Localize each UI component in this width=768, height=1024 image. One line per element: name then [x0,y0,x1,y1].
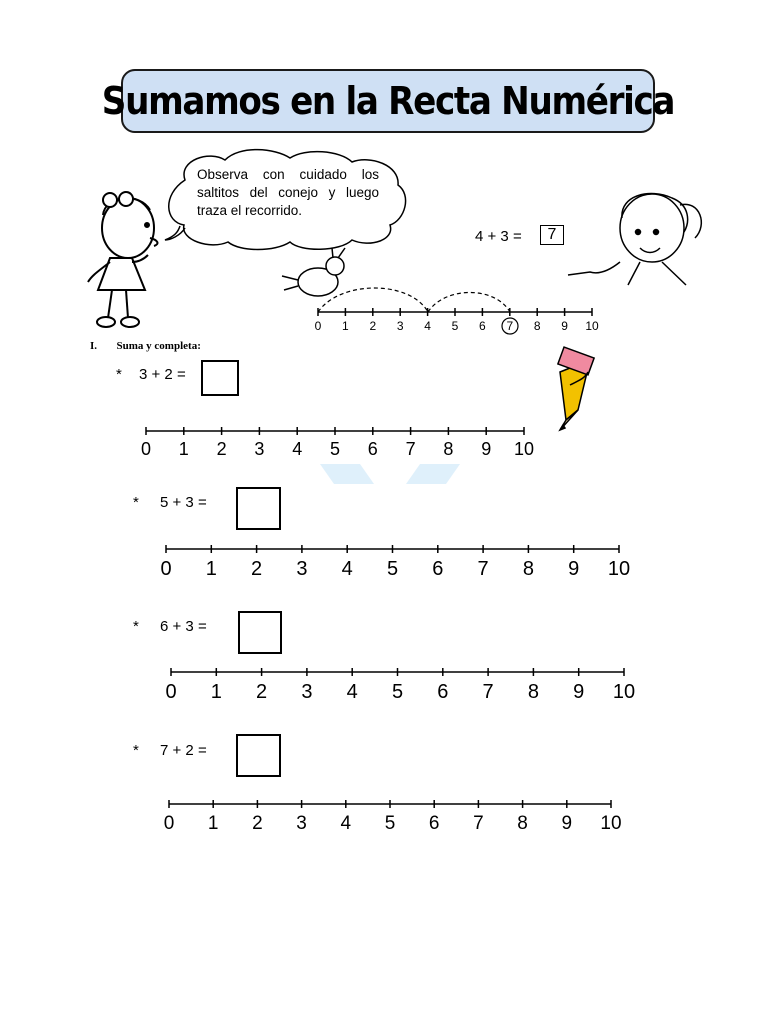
watermark-shape [320,464,460,484]
line-1-label-8: 8 [443,439,454,459]
exercise-2-equation: 5 + 3 = [160,494,207,511]
line-1-label-1: 1 [178,439,189,459]
line-4-label-10: 10 [600,813,622,834]
line-2-label-6: 6 [432,558,444,580]
girl-cartoon-left [88,192,157,327]
page-title: Sumamos en la Recta Numérica [101,79,675,123]
line-4-label-2: 2 [252,813,263,834]
line-1-label-10: 10 [513,439,535,459]
line-1-label-9: 9 [481,439,492,459]
line-4-label-1: 1 [207,813,219,834]
number-line-1 [141,427,534,459]
number-line-2 [160,545,630,580]
example-label-0: 0 [314,319,322,333]
example-number-line [315,288,599,334]
line-4-label-4: 4 [340,813,352,834]
line-1-label-5: 5 [329,439,341,459]
line-2-label-5: 5 [386,558,399,580]
example-label-9: 9 [561,319,568,333]
line-3-label-1: 1 [210,681,222,703]
exercise-4-equation: 7 + 2 = [160,742,207,759]
line-1-label-4: 4 [292,439,303,459]
exercise-1-equation: 3 + 2 = [139,366,186,383]
line-4-label-6: 6 [428,813,440,834]
exercise-1-marker: * [116,366,122,383]
jump-arc-2 [428,293,510,313]
line-3-label-7: 7 [482,681,494,703]
example-tick-labels [315,319,599,333]
line-2-label-7: 7 [477,558,489,580]
line-3-label-9: 9 [573,681,585,703]
exercise-number-lines [141,427,635,834]
example-label-3: 3 [396,319,404,333]
line-2-label-3: 3 [296,558,308,580]
example-answer: 7 [547,226,557,243]
line-3-label-5: 5 [391,681,404,703]
line-4-label-0: 0 [163,813,175,834]
example-label-7: 7 [506,319,514,333]
line-3-label-2: 2 [256,681,268,703]
line-4-label-3: 3 [296,813,307,834]
line-1-label-0: 0 [140,439,152,459]
line-1-label-7: 7 [405,439,416,459]
line-3-label-8: 8 [527,681,539,703]
line-4-label-8: 8 [517,813,528,834]
example-label-10: 10 [585,319,599,333]
example-label-1: 1 [342,319,349,333]
exercise-3-equation: 6 + 3 = [160,618,207,635]
example-label-2: 2 [369,319,377,333]
exercise-4-answer-input[interactable] [236,734,281,777]
line-2-label-9: 9 [568,558,580,580]
line-4-label-9: 9 [561,813,573,834]
line-3-label-10: 10 [612,681,636,703]
exercise-2-marker: * [133,494,139,511]
line-1-label-2: 2 [216,439,227,459]
line-2-label-10: 10 [607,558,631,580]
line-2-label-2: 2 [251,558,263,580]
line-1-label-6: 6 [367,439,378,459]
rabbit-icon [282,248,345,296]
line-3-label-0: 0 [165,681,177,703]
number-line-4 [164,800,622,834]
line-2-label-0: 0 [160,558,172,580]
example-label-4: 4 [424,319,431,333]
line-3-label-6: 6 [437,681,449,703]
line-4-label-5: 5 [384,813,396,834]
line-1-label-3: 3 [254,439,265,459]
exercise-3-marker: * [133,618,139,635]
example-label-6: 6 [479,319,486,333]
example-answer-box [540,225,564,245]
speech-bubble-text: Observa con cuidado los saltitos del conejo y luego traza el recorrido. [197,167,379,218]
line-2-label-1: 1 [205,558,217,580]
section-label: Suma y completa: [116,340,201,352]
pencil-icon [558,347,594,430]
line-3-label-4: 4 [346,681,358,703]
example-equation: 4 + 3 = [475,228,522,245]
line-2-label-8: 8 [522,558,534,580]
line-3-label-3: 3 [301,681,313,703]
exercise-4-marker: * [133,742,139,759]
example-label-8: 8 [533,319,541,333]
exercise-2-answer-input[interactable] [236,487,281,530]
exercise-3-answer-input[interactable] [238,611,282,654]
section-number: I. [90,340,98,352]
exercise-1-answer-input[interactable] [201,360,239,396]
example-label-5: 5 [451,319,459,333]
line-2-label-4: 4 [341,558,353,580]
number-line-3 [165,668,635,703]
section-heading [90,340,201,352]
line-4-label-7: 7 [473,813,484,834]
girl-cartoon-right [568,194,701,285]
